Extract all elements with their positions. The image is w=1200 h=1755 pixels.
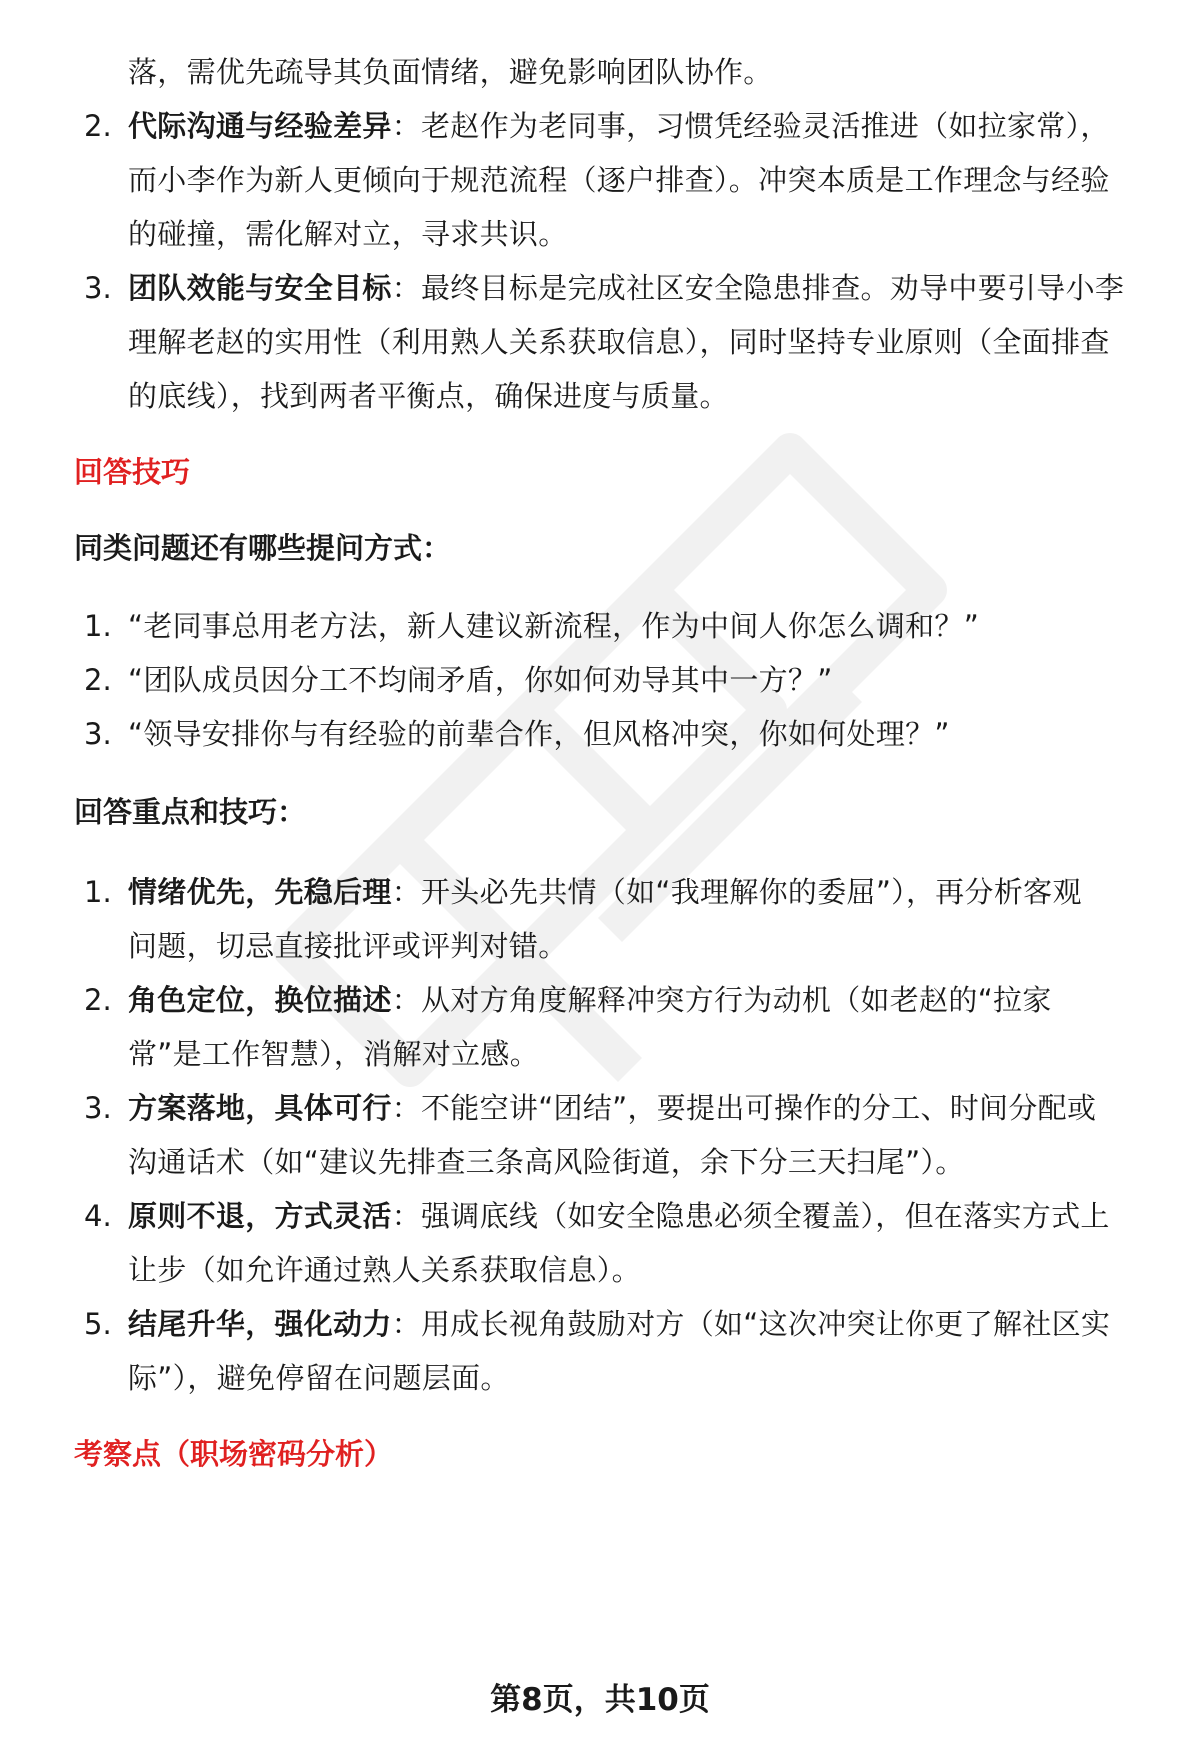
similar-questions-heading: 同类问题还有哪些提问方式： [74, 531, 452, 565]
keypoint-4-title: 原则不退，方式灵活 [128, 1199, 392, 1233]
keypoint-2-line-2: 常”是工作智慧），消解对立感。 [128, 1037, 540, 1071]
intro-line: 落，需优先疏导其负面情绪，避免影响团队协作。 [128, 55, 773, 89]
analysis-item-2-text-1: ：老赵作为老同事，习惯凭经验灵活推进（如拉家常）， [391, 109, 1110, 143]
keypoint-2-title: 角色定位，换位描述 [128, 983, 392, 1017]
similar-question-3-number: 3. [84, 717, 112, 751]
keypoints-heading: 回答重点和技巧： [74, 795, 307, 829]
similar-question-1-number: 1. [84, 609, 112, 643]
keypoint-4-number: 4. [84, 1199, 112, 1233]
analysis-item-2-line-1 [128, 106, 1148, 146]
section-heading-tips: 回答技巧 [74, 455, 191, 489]
similar-question-2: “团队成员因分工不均闹矛盾，你如何劝导其中一方？” [128, 663, 833, 697]
keypoint-2-number: 2. [84, 983, 112, 1017]
keypoint-1-title: 情绪优先，先稳后理 [128, 875, 392, 909]
analysis-item-3-line-2: 理解老赵的实用性（利用熟人关系获取信息），同时坚持专业原则（全面排查 [128, 325, 1110, 359]
similar-question-3: “领导安排你与有经验的前辈合作，但风格冲突，你如何处理？” [128, 717, 950, 751]
analysis-item-3-line-1 [128, 268, 1148, 308]
analysis-item-2-line-2: 而小李作为新人更倾向于规范流程（逐户排查）。冲突本质是工作理念与经验 [128, 163, 1110, 197]
keypoint-3-number: 3. [84, 1091, 112, 1125]
keypoint-4-line-1 [128, 1196, 1148, 1236]
analysis-item-3-line-3: 的底线），找到两者平衡点，确保进度与质量。 [128, 379, 729, 413]
keypoint-4-text-1: ：强调底线（如安全隐患必须全覆盖），但在落实方式上 [391, 1199, 1110, 1233]
page-footer: 第8页，共10页 [490, 1682, 710, 1718]
keypoint-2-text-1: ：从对方角度解释冲突方行为动机（如老赵的“拉家 [391, 983, 1052, 1017]
analysis-item-2-title: 代际沟通与经验差异 [128, 109, 392, 143]
analysis-item-3-title: 团队效能与安全目标 [128, 271, 392, 305]
keypoint-5-text-1: ：用成长视角鼓励对方（如“这次冲突让你更了解社区实 [391, 1307, 1111, 1341]
keypoint-5-line-1 [128, 1304, 1148, 1344]
keypoint-5-number: 5. [84, 1307, 112, 1341]
keypoint-1-text-1: ：开头必先共情（如“我理解你的委屈”），再分析客观 [391, 875, 1082, 909]
keypoint-3-text-1: ：不能空讲“团结”，要提出可操作的分工、时间分配或 [391, 1091, 1097, 1125]
keypoint-5-title: 结尾升华，强化动力 [128, 1307, 392, 1341]
analysis-item-3-text-1: ：最终目标是完成社区安全隐患排查。劝导中要引导小李 [391, 271, 1125, 305]
similar-question-1: “老同事总用老方法，新人建议新流程，作为中间人你怎么调和？” [128, 609, 980, 643]
keypoint-1-line-1 [128, 872, 1148, 912]
keypoint-4-line-2: 让步（如允许通过熟人关系获取信息）。 [128, 1253, 641, 1287]
analysis-item-2-number: 2. [84, 109, 112, 143]
section-heading-exam-points: 考察点（职场密码分析） [74, 1437, 394, 1471]
similar-question-2-number: 2. [84, 663, 112, 697]
analysis-item-2-line-3: 的碰撞，需化解对立，寻求共识。 [128, 217, 568, 251]
keypoint-3-line-2: 沟通话术（如“建议先排查三条高风险街道，余下分三天扫尾”）。 [128, 1145, 965, 1179]
keypoint-3-title: 方案落地，具体可行 [128, 1091, 392, 1125]
keypoint-1-line-2: 问题，切忌直接批评或评判对错。 [128, 929, 568, 963]
keypoint-2-line-1 [128, 980, 1148, 1020]
keypoint-5-line-2: 际”），避免停留在问题层面。 [128, 1361, 510, 1395]
keypoint-1-number: 1. [84, 875, 112, 909]
analysis-item-3-number: 3. [84, 271, 112, 305]
keypoint-3-line-1 [128, 1088, 1148, 1128]
